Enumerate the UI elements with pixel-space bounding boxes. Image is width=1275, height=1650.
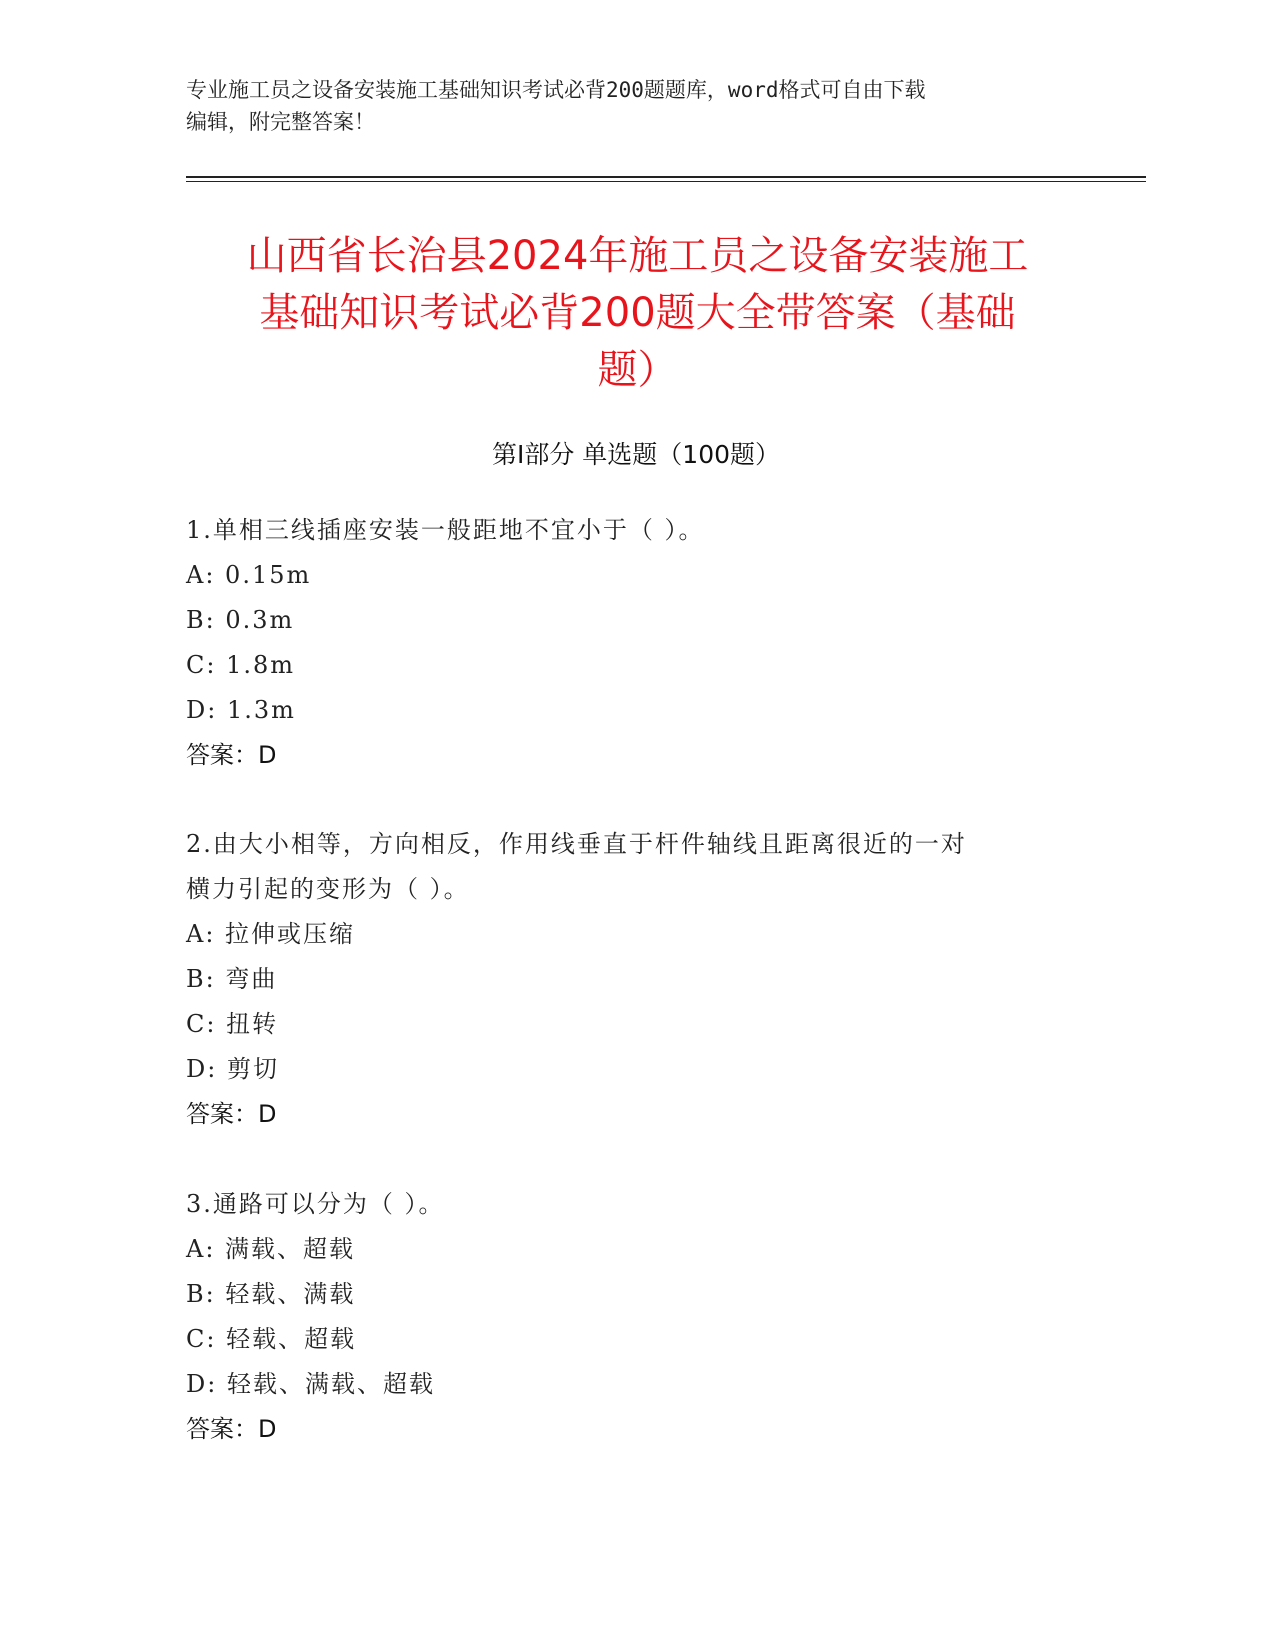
question-stem-line-2: 横力引起的变形为（ ）。 (186, 875, 470, 903)
document-title-line-3: 题） (597, 347, 678, 393)
option-b: B: 弯曲 (186, 965, 278, 993)
section-heading: 第I部分 单选题（100题） (491, 440, 781, 469)
question-1 (186, 508, 1086, 778)
question-stem: 3.通路可以分为（ ）。 (186, 1190, 445, 1218)
answer: 答案：D (186, 1415, 277, 1443)
option-b: B: 轻载、满载 (186, 1280, 356, 1308)
document-title (175, 228, 1100, 399)
header-note (186, 74, 1086, 138)
option-a: A: 满载、超载 (186, 1235, 356, 1263)
header-divider-thin (186, 181, 1146, 182)
option-a: A: 0.15m (186, 561, 312, 589)
option-c: C: 轻载、超载 (186, 1325, 357, 1353)
option-d: D: 轻载、满载、超载 (186, 1370, 435, 1398)
header-note-line-1: 专业施工员之设备安装施工基础知识考试必背200题题库，word格式可自由下载 (186, 78, 926, 102)
header-divider-thick (186, 176, 1146, 178)
question-stem: 1.单相三线插座安装一般距地不宜小于（ ）。 (186, 516, 705, 544)
question-stem-line-1: 2.由大小相等，方向相反，作用线垂直于杆件轴线且距离很近的一对 (186, 830, 967, 858)
option-a: A: 拉伸或压缩 (186, 920, 356, 948)
question-2 (186, 822, 1086, 1137)
answer: 答案：D (186, 741, 277, 769)
option-d: D: 1.3m (186, 696, 296, 724)
document-title-line-1: 山西省长治县2024年施工员之设备安装施工 (246, 233, 1029, 279)
option-d: D: 剪切 (186, 1055, 279, 1083)
option-c: C: 1.8m (186, 651, 296, 679)
option-b: B: 0.3m (186, 606, 295, 634)
document-title-line-2: 基础知识考试必背200题大全带答案（基础 (259, 290, 1016, 336)
answer: 答案：D (186, 1100, 277, 1128)
question-3 (186, 1182, 1086, 1452)
option-c: C: 扭转 (186, 1010, 279, 1038)
header-note-line-2: 编辑，附完整答案！ (186, 110, 375, 134)
